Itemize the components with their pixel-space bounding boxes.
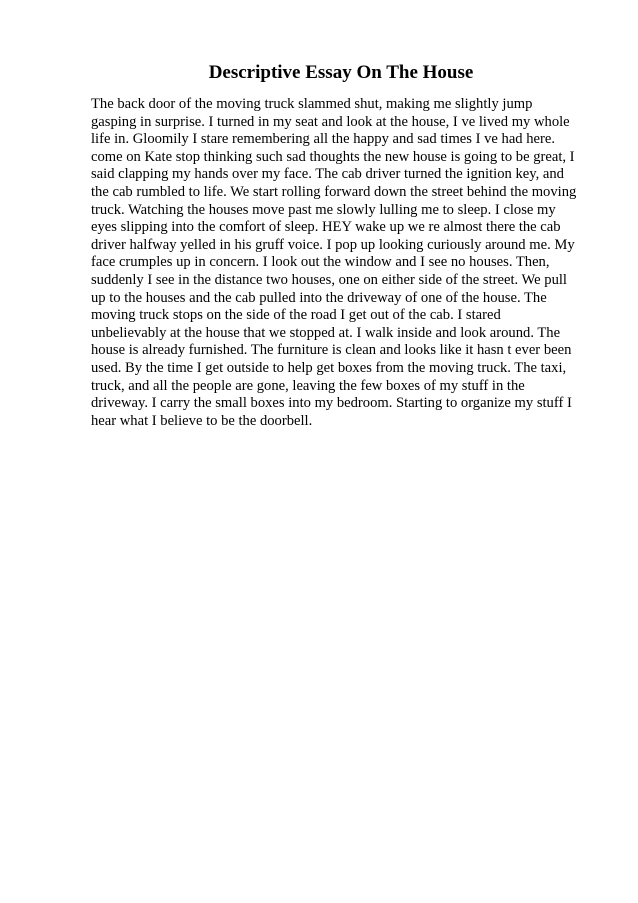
essay-line: life in. Gloomily I stare remembering all the happy and sad times I ve had here.: [91, 131, 556, 148]
essay-line: hear what I believe to be the doorbell.: [91, 412, 313, 429]
essay-line: The back door of the moving truck slammed shut, making me slightly jump: [91, 96, 533, 112]
essay-line: the cab rumbled to life. We start rolling forward down the street behind the moving: [91, 183, 577, 200]
essay-line: driveway. I carry the small boxes into my bedroom. Starting to organize my stuff I: [91, 395, 572, 412]
essay-line: moving truck stops on the side of the road I get out of the cab. I stared: [91, 307, 501, 324]
essay-line: driver halfway yelled in his gruff voice. I pop up looking curiously around me. My: [91, 236, 575, 253]
essay-line: face crumples up in concern. I look out the window and I see no houses. Then,: [91, 254, 550, 271]
essay-line: eyes slipping into the comfort of sleep. HEY wake up we re almost there the cab: [91, 219, 561, 236]
essay-line: truck. Watching the houses move past me slowly lulling me to sleep. I close my: [91, 201, 556, 218]
essay-line: house is already furnished. The furniture is clean and looks like it hasn t ever been: [91, 342, 572, 359]
essay-line: come on Kate stop thinking such sad thoughts the new house is going to be great, I: [91, 148, 575, 165]
page-title: Descriptive Essay On The House: [208, 62, 474, 83]
essay-line: gasping in surprise. I turned in my seat and look at the house, I ve lived my whole: [91, 113, 570, 130]
essay-line: up to the houses and the cab pulled into the driveway of one of the house. The: [91, 289, 547, 306]
essay-line: said clapping my hands over my face. The cab driver turned the ignition key, and: [91, 166, 564, 183]
essay-line: used. By the time I get outside to help get boxes from the moving truck. The taxi,: [91, 359, 567, 376]
essay-line: unbelievably at the house that we stopped at. I walk inside and look around. The: [91, 324, 561, 341]
essay-body: [91, 96, 591, 430]
essay-line: truck, and all the people are gone, leaving the few boxes of my stuff in the: [91, 377, 525, 394]
essay-line: suddenly I see in the distance two houses, one on either side of the street. We pull: [91, 271, 567, 288]
